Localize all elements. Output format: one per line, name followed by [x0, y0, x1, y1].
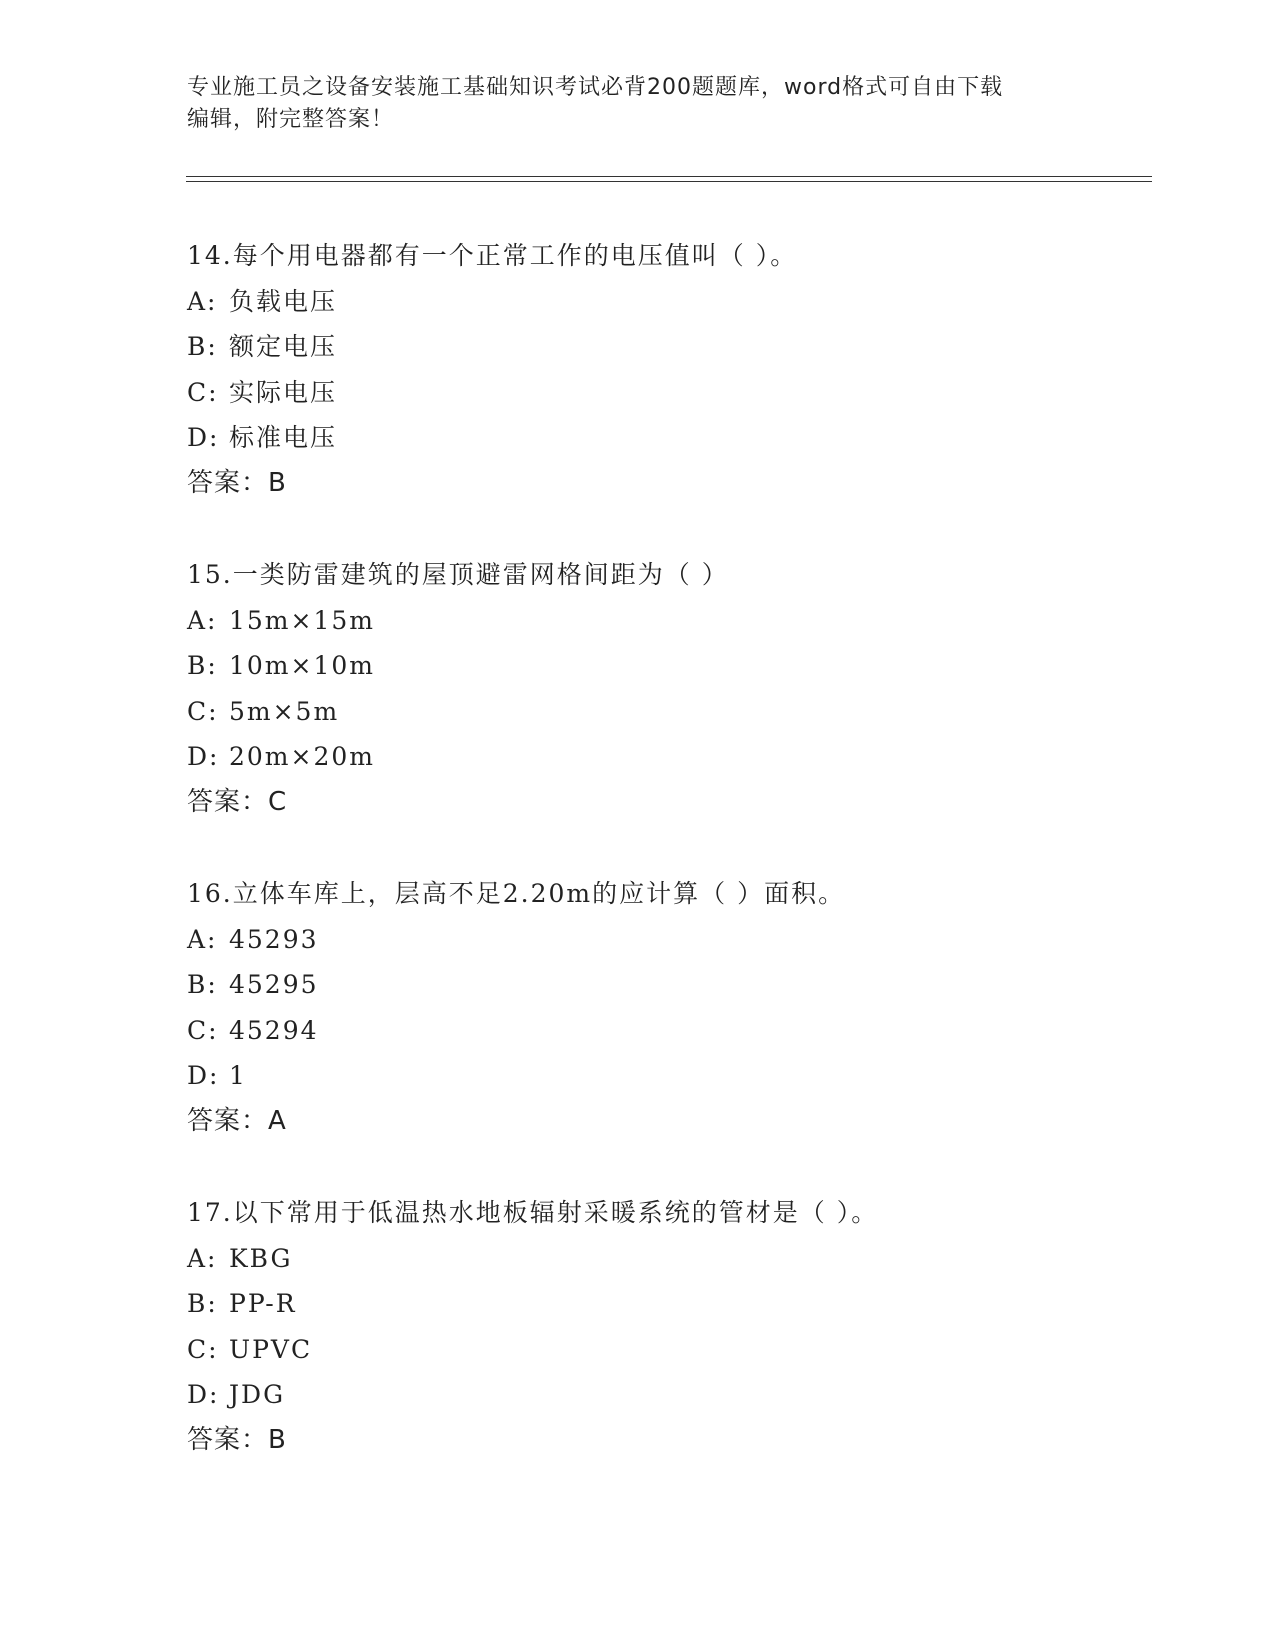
option-text: UPVC: [229, 1334, 313, 1364]
option-key: D:: [187, 423, 220, 452]
question-block: [187, 552, 1147, 825]
option-text: 20m×20m: [229, 742, 375, 771]
answer-line: 答案：C: [187, 786, 288, 817]
option-key: C:: [187, 377, 219, 407]
option-key: A:: [187, 924, 218, 954]
answer-line: 答案：B: [187, 1424, 287, 1455]
answer-line: 答案：B: [187, 467, 287, 498]
option-c: [187, 370, 1147, 416]
option-a: [187, 1236, 1147, 1282]
option-b: [187, 324, 1147, 370]
question-stem: 14.每个用电器都有一个正常工作的电压值叫（ ）。: [187, 241, 798, 270]
option-key: D:: [187, 1061, 220, 1090]
option-b: [187, 962, 1147, 1008]
option-d: [187, 1053, 1147, 1099]
answer-line: 答案：A: [187, 1105, 287, 1136]
option-key: A:: [187, 286, 218, 316]
option-text: JDG: [229, 1380, 286, 1409]
option-key: D:: [187, 742, 220, 771]
header-line-1: 专业施工员之设备安装施工基础知识考试必背200题题库，word格式可自由下载: [187, 75, 1004, 100]
option-d: [187, 1372, 1147, 1418]
option-a: [187, 598, 1147, 644]
option-text: KBG: [229, 1243, 293, 1273]
option-text: 负载电压: [229, 286, 338, 316]
option-key: A:: [187, 605, 218, 635]
option-key: C:: [187, 1334, 219, 1364]
option-key: C:: [187, 1015, 219, 1045]
option-text: 15m×15m: [229, 605, 375, 635]
option-text: 标准电压: [229, 423, 338, 452]
option-text: 实际电压: [229, 377, 338, 407]
option-text: 10m×10m: [229, 651, 375, 680]
option-text: 45295: [229, 970, 319, 999]
option-text: 1: [229, 1061, 247, 1090]
option-key: B:: [187, 651, 218, 680]
option-b: [187, 643, 1147, 689]
question-block: [187, 1190, 1147, 1463]
option-key: D:: [187, 1380, 220, 1409]
option-text: 45294: [229, 1015, 319, 1045]
option-key: B:: [187, 1289, 218, 1318]
question-block: [187, 871, 1147, 1144]
option-a: [187, 279, 1147, 325]
option-text: 5m×5m: [229, 696, 340, 726]
option-key: A:: [187, 1243, 218, 1273]
option-key: C:: [187, 696, 219, 726]
header-divider-top: [186, 176, 1152, 177]
option-b: [187, 1281, 1147, 1327]
option-d: [187, 734, 1147, 780]
question-stem: 15.一类防雷建筑的屋顶避雷网格间距为（ ）: [187, 560, 729, 589]
document-header: [187, 72, 1087, 136]
option-text: 45293: [229, 924, 319, 954]
option-a: [187, 917, 1147, 963]
header-line-2: 编辑，附完整答案！: [187, 107, 395, 132]
question-stem: 17.以下常用于低温热水地板辐射采暖系统的管材是（ ）。: [187, 1198, 879, 1227]
question-block: [187, 233, 1147, 506]
option-c: [187, 1327, 1147, 1373]
option-key: B:: [187, 970, 218, 999]
option-text: 额定电压: [229, 332, 338, 361]
option-c: [187, 1008, 1147, 1054]
option-c: [187, 689, 1147, 735]
option-key: B:: [187, 332, 218, 361]
option-text: PP-R: [229, 1289, 297, 1318]
question-stem: 16.立体车库上，层高不足2.20m的应计算（ ）面积。: [187, 879, 846, 908]
option-d: [187, 415, 1147, 461]
header-divider-bottom: [186, 181, 1152, 182]
